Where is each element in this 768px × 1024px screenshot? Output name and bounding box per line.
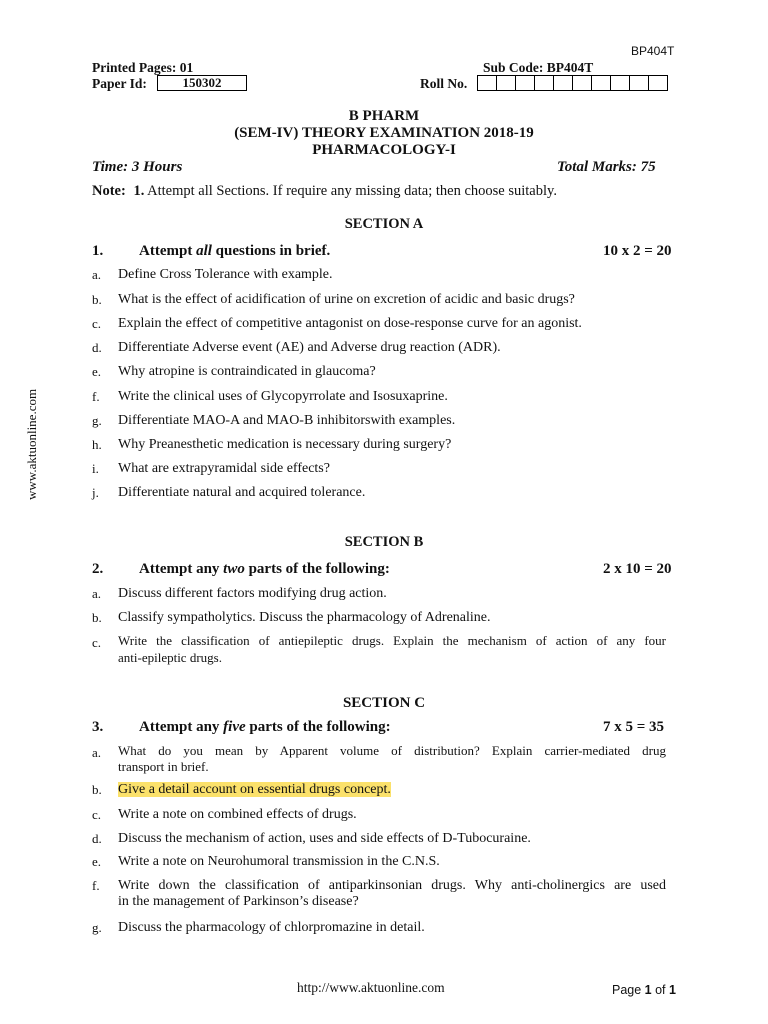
roll-no-boxes	[478, 75, 668, 91]
item-letter: c.	[92, 807, 102, 822]
item-text-wrap	[118, 781, 666, 798]
item-letter: c.	[92, 635, 102, 650]
roll-no-box	[515, 75, 535, 91]
paper-id-label: Paper Id:	[92, 76, 147, 91]
instr-em: two	[223, 561, 245, 577]
item-letter: f.	[92, 878, 100, 893]
note	[92, 183, 557, 200]
question-2-number: 2.	[92, 561, 104, 577]
instr-em: all	[196, 243, 212, 259]
note-text: Attempt all Sections. If require any missing data; then choose suitably.	[147, 183, 557, 199]
roll-no-box	[477, 75, 497, 91]
item-text-line1: Write the classification of antiepileptic drugs. Explain the mechanism of action of any four	[118, 633, 666, 648]
note-label: Note:	[92, 183, 126, 199]
item-letter: e.	[92, 364, 102, 379]
item-text: Write the clinical uses of Glycopyrrolate and Isosuxaprine.	[118, 389, 448, 404]
roll-no-box	[534, 75, 554, 91]
item-letter: i.	[92, 461, 99, 476]
item-text-line2: in the management of Parkinson’s disease?	[118, 894, 359, 909]
question-3-number: 3.	[92, 719, 104, 735]
paper-id-value: 150302	[157, 75, 247, 91]
item-text: Why Preanesthetic medication is necessary during surgery?	[118, 437, 452, 452]
page-of: of	[651, 983, 669, 997]
item-text: Define Cross Tolerance with example.	[118, 267, 333, 282]
total-marks: Total Marks: 75	[557, 159, 656, 175]
instr-post: parts of the following:	[245, 719, 391, 735]
question-2-marks: 2 x 10 = 20	[603, 561, 672, 577]
item-text: Write a note on Neurohumoral transmission in the C.N.S.	[118, 854, 440, 869]
question-3-marks: 7 x 5 = 35	[603, 719, 665, 735]
instr-pre: Attempt any	[139, 719, 224, 735]
roll-no-box	[629, 75, 649, 91]
item-letter: b.	[92, 782, 102, 797]
instr-pre: Attempt any	[139, 561, 224, 577]
item-text: What are extrapyramidal side effects?	[118, 461, 330, 476]
roll-no-box	[572, 75, 592, 91]
roll-no-box	[496, 75, 516, 91]
item-text: Differentiate Adverse event (AE) and Adverse drug reaction (ADR).	[118, 340, 501, 355]
roll-no-box	[553, 75, 573, 91]
item-letter: e.	[92, 854, 102, 869]
section-a-heading: SECTION A	[344, 216, 424, 232]
title-subject: PHARMACOLOGY-I	[312, 142, 456, 158]
item-letter: b.	[92, 610, 102, 625]
item-text: Discuss the mechanism of action, uses and side effects of D-Tubocuraine.	[118, 831, 531, 846]
item-letter: b.	[92, 292, 102, 307]
section-c-heading: SECTION C	[342, 695, 426, 711]
instr-pre: Attempt	[139, 243, 197, 259]
item-text: Discuss different factors modifying drug action.	[118, 586, 387, 601]
item-text: Differentiate natural and acquired tolerance.	[118, 485, 366, 500]
side-watermark-url: www.aktuonline.com	[24, 388, 39, 500]
item-text: Why atropine is contraindicated in glaucoma?	[118, 364, 376, 379]
title-program: B PHARM	[348, 108, 420, 124]
title-exam: (SEM-IV) THEORY EXAMINATION 2018-19	[234, 125, 534, 141]
item-letter: f.	[92, 389, 100, 404]
item-letter: d.	[92, 340, 102, 355]
page-label: Page	[612, 983, 645, 997]
item-letter: g.	[92, 920, 102, 935]
highlighted-text: Give a detail account on essential drugs concept.	[118, 782, 391, 797]
item-letter: c.	[92, 316, 102, 331]
page-number	[612, 983, 676, 997]
item-text: Classify sympatholytics. Discuss the pharmacology of Adrenaline.	[118, 610, 491, 625]
item-text: What is the effect of acidification of urine on excretion of acidic and basic drugs?	[118, 292, 575, 307]
page-current: 1	[644, 983, 652, 997]
note-number: 1.	[133, 183, 145, 199]
instr-post: parts of the following:	[244, 561, 390, 577]
document-code: BP404T	[631, 44, 675, 58]
item-letter: h.	[92, 437, 102, 452]
printed-pages: Printed Pages: 01	[92, 60, 194, 75]
roll-no-box	[648, 75, 668, 91]
item-letter: a.	[92, 267, 102, 282]
question-1-instruction	[139, 243, 330, 260]
item-text-line2: anti-epileptic drugs.	[118, 650, 222, 665]
item-letter: g.	[92, 413, 102, 428]
roll-no-box	[591, 75, 611, 91]
question-2-instruction	[139, 561, 390, 578]
roll-no-label: Roll No.	[420, 76, 468, 91]
item-letter: a.	[92, 586, 102, 601]
item-text: Explain the effect of competitive antagonist on dose-response curve for an agonist.	[118, 316, 582, 331]
section-b-heading: SECTION B	[344, 534, 424, 550]
item-text: Write a note on combined effects of drugs.	[118, 807, 357, 822]
item-text-line1: Write down the classification of antiparkinsonian drugs. Why anti-cholinergics are used	[118, 878, 666, 893]
question-3-instruction	[139, 719, 391, 736]
instr-post: questions in brief.	[211, 243, 331, 259]
item-letter: a.	[92, 745, 102, 760]
item-letter: d.	[92, 831, 102, 846]
item-text-line2: transport in brief.	[118, 759, 209, 774]
roll-no-box	[610, 75, 630, 91]
question-1-number: 1.	[92, 243, 104, 259]
exam-time: Time: 3 Hours	[92, 159, 183, 175]
item-text: Discuss the pharmacology of chlorpromazine in detail.	[118, 920, 425, 935]
instr-em: five	[223, 719, 246, 735]
item-text: Differentiate MAO-A and MAO-B inhibitorswith examples.	[118, 413, 456, 428]
item-text-line1: What do you mean by Apparent volume of distribution? Explain carrier-mediated drug	[118, 743, 666, 758]
item-letter: j.	[92, 485, 99, 500]
sub-code: Sub Code: BP404T	[483, 60, 594, 75]
footer-url[interactable]: http://www.aktuonline.com	[297, 980, 445, 995]
page-total: 1	[669, 983, 676, 997]
question-1-marks: 10 x 2 = 20	[603, 243, 672, 259]
